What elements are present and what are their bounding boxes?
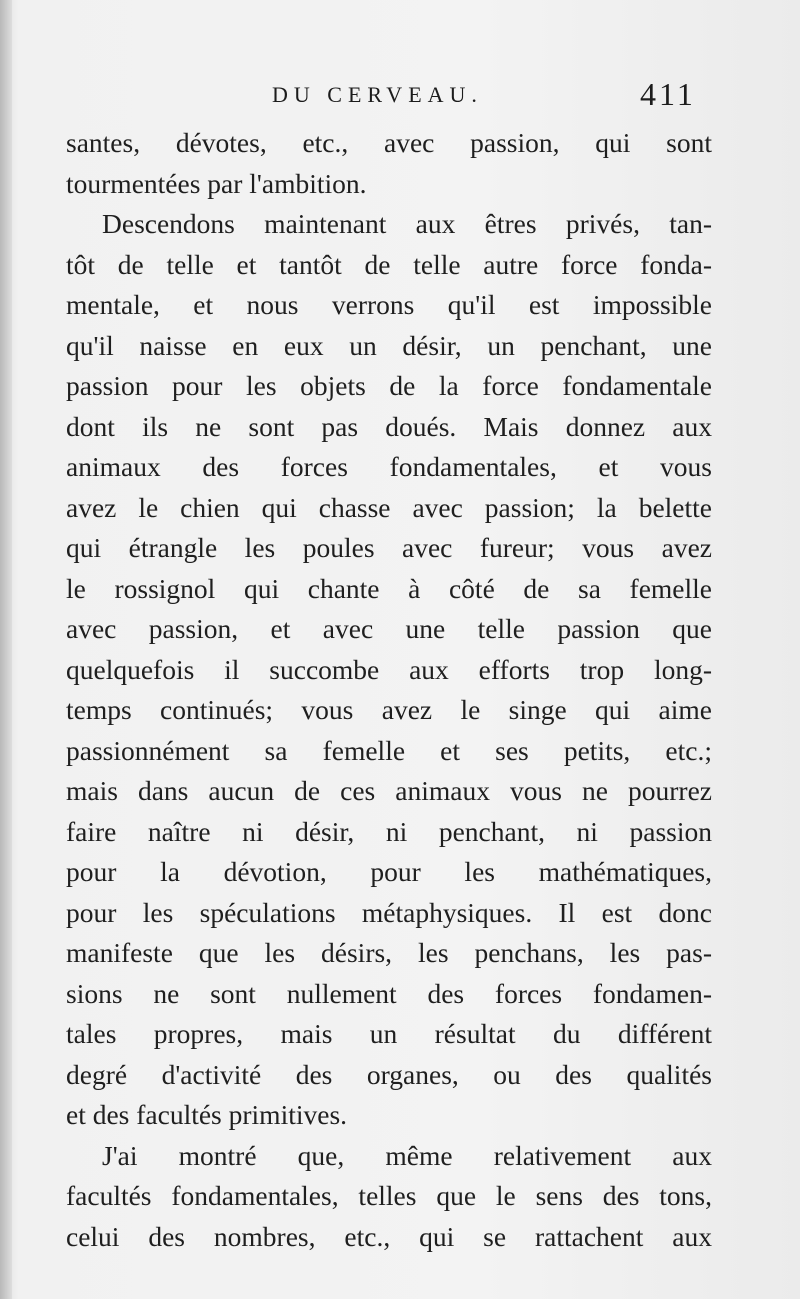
body-text: [66, 123, 712, 1257]
text-line: qui étrangle les poules avec fureur; vous avez: [66, 532, 712, 563]
text-line: tourmentées par l'ambition.: [66, 167, 367, 199]
text-line: avez le chien qui chasse avec passion; la belette: [66, 491, 712, 523]
text-line: santes, dévotes, etc., avec passion, qui sont: [66, 127, 712, 158]
page-number: 411: [640, 76, 696, 112]
text-line: pour la dévotion, pour les mathématiques,: [66, 856, 712, 887]
text-line: tales propres, mais un résultat du différent: [66, 1018, 712, 1049]
text-line: celui des nombres, etc., qui se rattachent aux: [66, 1220, 712, 1252]
text-line: le rossignol qui chante à côté de sa femelle: [66, 572, 712, 604]
text-line: pour les spéculations métaphysiques. Il est donc: [66, 896, 712, 928]
text-line: temps continués; vous avez le singe qui aime: [66, 694, 712, 725]
text-line: facultés fondamentales, telles que le sens des tons,: [66, 1180, 712, 1211]
text-line: manifeste que les désirs, les penchans, les pas-: [66, 937, 712, 968]
text-line: et des facultés primitives.: [66, 1099, 348, 1130]
text-line: mais dans aucun de ces animaux vous ne pourrez: [66, 775, 712, 806]
text-line: passion pour les objets de la force fondamentale: [66, 370, 712, 401]
page-header: [0, 76, 800, 116]
text-line: qu'il naisse en eux un désir, un penchant, une: [66, 329, 712, 361]
text-line: mentale, et nous verrons qu'il est impossible: [66, 289, 712, 320]
text-line: degré d'activité des organes, ou des qualités: [66, 1058, 712, 1090]
text-line: avec passion, et avec une telle passion que: [66, 613, 712, 644]
text-line: sions ne sont nullement des forces fondamen-: [66, 977, 712, 1009]
text-line: animaux des forces fondamentales, et vous: [66, 451, 712, 482]
page-binding-edge: [0, 0, 12, 1299]
running-title: DU CERVEAU.: [272, 82, 483, 107]
text-line: dont ils ne sont pas doués. Mais donnez aux: [66, 410, 712, 442]
paragraph-first-line: J'ai montré que, même relativement aux: [102, 1139, 712, 1171]
text-line: tôt de telle et tantôt de telle autre force fonda-: [66, 248, 712, 280]
paragraph-first-line: Descendons maintenant aux êtres privés, tan-: [102, 208, 712, 239]
text-line: quelquefois il succombe aux efforts trop long-: [66, 653, 712, 685]
text-line: faire naître ni désir, ni penchant, ni passion: [66, 815, 712, 847]
text-line: passionnément sa femelle et ses petits, etc.;: [66, 734, 712, 766]
